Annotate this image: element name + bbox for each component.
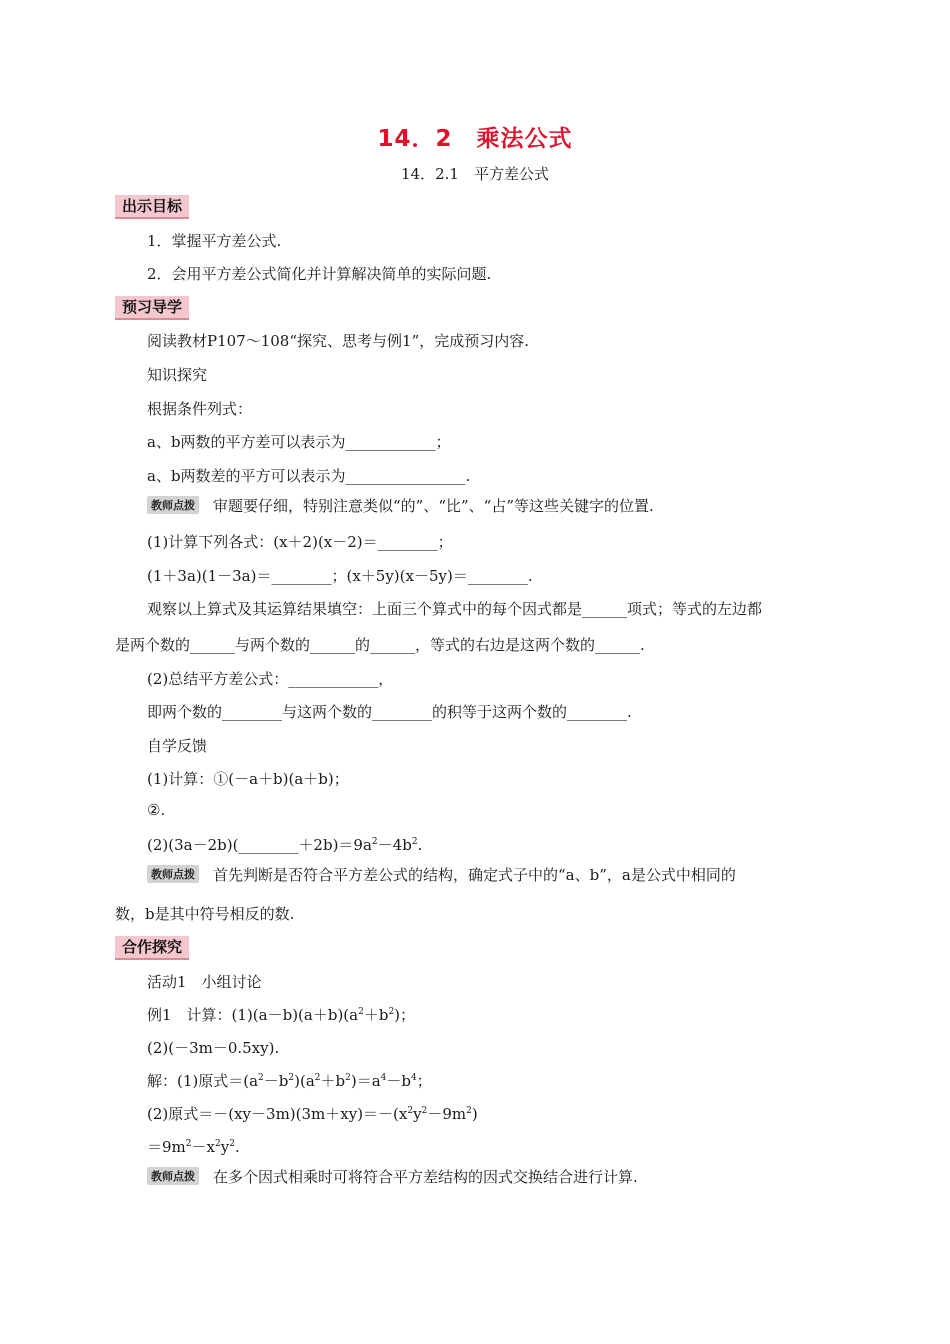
feedback-line-2: ②. bbox=[147, 801, 166, 819]
formula-part: ； bbox=[416, 1072, 432, 1090]
example-1 bbox=[147, 1004, 415, 1025]
exponent: 2 bbox=[288, 1073, 295, 1083]
formula-part: (2)原式＝－(xy－3m)(3m＋xy)＝－(x bbox=[147, 1105, 408, 1123]
teacher-tip-badge: 教师点拨 bbox=[147, 865, 199, 883]
observe-line-1: 观察以上算式及其运算结果填空：上面三个算式中的每个因式都是______项式；等式的左边都 bbox=[147, 600, 763, 618]
exponent: 2 bbox=[466, 1106, 472, 1116]
teacher-tip-2 bbox=[147, 864, 736, 885]
exponent: 2 bbox=[258, 1073, 264, 1083]
formula-part: y bbox=[220, 1138, 230, 1156]
exponent: 2 bbox=[407, 1106, 414, 1116]
exponent: 2 bbox=[371, 837, 378, 847]
formula-part: )＝a bbox=[350, 1072, 381, 1090]
teacher-tip-1 bbox=[147, 495, 654, 516]
section-goals-badge: 出示目标 bbox=[115, 195, 189, 219]
formula-part: －4b bbox=[377, 836, 412, 854]
summary-line-2: 即两个数的________与这两个数的________的积等于这两个数的________. bbox=[147, 703, 632, 721]
observe-line-2: 是两个数的______与两个数的______的______，等式的右边是这两个数的______. bbox=[115, 636, 645, 654]
exponent: 2 bbox=[214, 1139, 221, 1149]
formula-part: ＝9m bbox=[147, 1138, 186, 1156]
formula-part: －b bbox=[263, 1072, 289, 1090]
exponent: 2 bbox=[411, 837, 418, 847]
solution-line-1 bbox=[147, 1070, 432, 1091]
summary-line: (2)总结平方差公式：____________， bbox=[147, 670, 394, 688]
solution-line-2 bbox=[147, 1103, 478, 1124]
page-subtitle: 14．2.1 平方差公式 bbox=[401, 165, 549, 183]
calc-line-1: (1)计算下列各式：(x＋2)(x－2)＝________； bbox=[147, 533, 453, 551]
goal-item-1: 1．掌握平方差公式. bbox=[147, 232, 282, 250]
feedback-line-3 bbox=[147, 834, 422, 855]
solution-line-3 bbox=[147, 1136, 240, 1157]
teacher-tip-2-continued: 数，b是其中符号相反的数. bbox=[115, 905, 295, 923]
exponent: 2 bbox=[185, 1139, 192, 1149]
teacher-tip-text: 在多个因式相乘时可将符合平方差结构的因式交换结合进行计算. bbox=[213, 1168, 638, 1186]
teacher-tip-3 bbox=[147, 1166, 638, 1187]
example-2: (2)(－3m－0.5xy). bbox=[147, 1039, 280, 1057]
formula-part: 解：(1)原式＝(a bbox=[147, 1072, 259, 1090]
feedback-line-1: (1)计算：①(－a＋b)(a＋b)； bbox=[147, 770, 349, 788]
formula-part: －x bbox=[191, 1138, 215, 1156]
formula-part: ) bbox=[471, 1105, 478, 1123]
question-2: a、b两数差的平方可以表示为________________. bbox=[147, 467, 471, 485]
teacher-tip-text: 审题要仔细，特别注意类似“的”、“比”、“占”等这些关键字的位置. bbox=[213, 497, 654, 515]
teacher-tip-text: 首先判断是否符合平方差公式的结构，确定式子中的“a、b”，a是公式中相同的 bbox=[213, 866, 736, 884]
formula-part: )(a bbox=[294, 1072, 315, 1090]
goal-item-2: 2．会用平方差公式简化并计算解决简单的实际问题. bbox=[147, 265, 492, 283]
formula-part: ＋b bbox=[363, 1006, 389, 1024]
activity-heading: 活动1 小组讨论 bbox=[147, 973, 262, 991]
formula-part: 例1 计算：(1)(a－b)(a＋b)(a bbox=[147, 1006, 359, 1024]
exponent: 4 bbox=[411, 1073, 417, 1083]
exponent: 4 bbox=[380, 1073, 387, 1083]
section-cooperate-badge: 合作探究 bbox=[115, 936, 189, 960]
reading-instruction: 阅读教材P107～108“探究、思考与例1”，完成预习内容. bbox=[147, 332, 530, 350]
exponent: 2 bbox=[388, 1007, 395, 1017]
teacher-tip-badge: 教师点拨 bbox=[147, 1167, 199, 1185]
formula-part: －b bbox=[386, 1072, 411, 1090]
formula-part: . bbox=[234, 1138, 240, 1156]
calc-line-2: (1＋3a)(1－3a)＝________；(x＋5y)(x－5y)＝________. bbox=[147, 567, 533, 585]
formula-part: ＋b bbox=[320, 1072, 346, 1090]
formula-part: (2)(3a－2b)(________＋2b)＝9a bbox=[147, 836, 372, 854]
formula-part: )； bbox=[394, 1006, 416, 1024]
exponent: 2 bbox=[421, 1106, 428, 1116]
condition-heading: 根据条件列式： bbox=[147, 400, 253, 418]
formula-part: . bbox=[417, 836, 423, 854]
question-1: a、b两数的平方差可以表示为____________； bbox=[147, 433, 451, 451]
explore-heading: 知识探究 bbox=[147, 366, 208, 384]
page-title: 14．2 乘法公式 bbox=[377, 126, 573, 152]
section-preview-badge: 预习导学 bbox=[115, 296, 189, 320]
exponent: 2 bbox=[229, 1139, 235, 1149]
feedback-heading: 自学反馈 bbox=[147, 737, 208, 755]
teacher-tip-badge: 教师点拨 bbox=[147, 496, 199, 514]
formula-part: －9m bbox=[427, 1105, 467, 1123]
exponent: 2 bbox=[314, 1073, 321, 1083]
exponent: 2 bbox=[345, 1073, 351, 1083]
exponent: 2 bbox=[358, 1007, 364, 1017]
formula-part: y bbox=[413, 1105, 422, 1123]
